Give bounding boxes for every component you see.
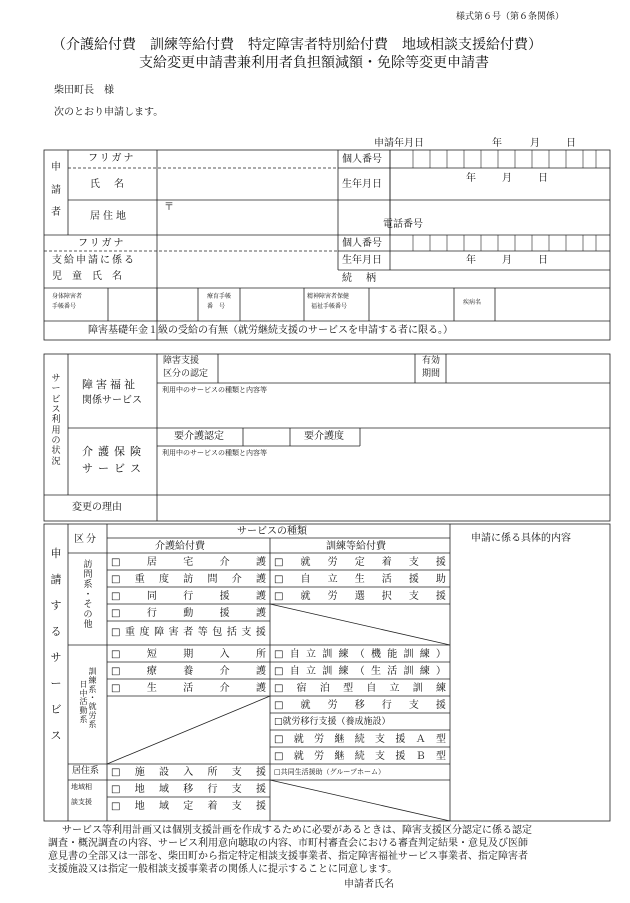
child-birth-month: 月: [502, 255, 512, 266]
kunren-item[interactable]: □ 就 労 選 択 支 援: [274, 591, 446, 602]
care-level-label: 要介護度: [304, 431, 344, 442]
kunren-item[interactable]: □ 就 労 継 続 支 援 Ｂ 型: [274, 751, 446, 762]
consent-line-2: 調査・概況調査の内容、サービス利用意向聴取の内容、市町村審査会における審査判定結果・意見及び医師: [48, 838, 528, 849]
applicant-name-label: 氏 名: [90, 179, 126, 190]
child-birth-label: 生年月日: [342, 255, 382, 266]
intro-text: 次のとおり申請します。: [54, 107, 164, 118]
kaigo-item[interactable]: □ 地 域 移 行 支 援: [111, 784, 266, 795]
consent-line-1: サービス等利用計画又は個別支援計画を作成するために必要があるときは、障害支援区分認定に係る認定: [62, 825, 532, 836]
kunren-item[interactable]: □ 自 立 訓 練 （ 生 活 訓 練 ）: [274, 666, 446, 677]
kaigo-item[interactable]: □ 地 域 定 着 支 援: [111, 801, 266, 812]
form-number: 様式第６号（第６条関係）: [456, 12, 565, 22]
care-content-label: 利用中のサービスの種類と内容等: [162, 449, 267, 457]
kaigo-item[interactable]: □ 生 活 介 護: [111, 683, 266, 694]
mental-handbook-label-2: 福祉手帳番号: [311, 303, 348, 310]
kaigo-item[interactable]: □ 居 宅 介 護: [111, 557, 266, 568]
physical-handbook-label-2: 手帳番号: [52, 303, 77, 310]
applicant-birth-label: 生年月日: [342, 179, 382, 190]
applicant-birth-day: 日: [538, 173, 548, 184]
care-insurance-label-1: 介護保険: [82, 445, 146, 458]
kunren-item[interactable]: □就労移行支援（養成施設）: [274, 717, 391, 727]
applicant-birth-year: 年: [466, 173, 476, 184]
kubun-label: 区分: [74, 534, 98, 545]
child-furigana-label: フリガナ: [78, 238, 126, 249]
rehab-handbook-label-2: 番 号: [207, 303, 226, 310]
kunren-item[interactable]: □ 宿 泊 型 自 立 訓 練: [274, 683, 446, 694]
child-label-1: 支給申請に係る: [52, 255, 136, 266]
form-title-line1: （介護給付費 訓練等給付費 特定障害者特別給付費 地域相談支援給付費）: [52, 37, 542, 53]
applicant-address-label: 居住地: [90, 211, 129, 222]
services-section-label: 申 請 す る サ ー ビ ス: [50, 547, 62, 742]
relation-label: 続 柄: [342, 273, 378, 284]
kaigo-item[interactable]: □ 短 期 入 所: [111, 649, 266, 660]
consent-line-3: 意見書の全部又は一部を、柴田町から指定特定相談支援事業者、指定障害福祉サービス事業者、指定障害者: [48, 851, 528, 862]
category-residential-label: 居住系: [72, 766, 100, 776]
valid-period-label-1: 有効: [422, 356, 441, 366]
physical-handbook-label-1: 身体障害者: [52, 293, 83, 300]
kaigo-item[interactable]: □ 療 養 介 護: [111, 666, 266, 677]
child-birth-day: 日: [538, 255, 548, 266]
kaigo-item[interactable]: □ 同 行 援 護: [111, 591, 266, 602]
applicant-personal-no-label: 個人番号: [342, 154, 382, 165]
rehab-handbook-label-1: 療育手帳: [207, 293, 232, 300]
date-day: 日: [566, 138, 576, 149]
kunren-item[interactable]: □ 就 労 継 続 支 援 Ａ 型: [274, 734, 446, 745]
welfare-service-label-2: 関係サービス: [82, 395, 142, 406]
valid-period-label-2: 期間: [422, 369, 441, 379]
applicant-birth-month: 月: [502, 173, 512, 184]
care-insurance-label-2: サービス: [82, 462, 146, 475]
category-visit-label: 訪 問 系 ・ そ の 他: [83, 560, 93, 631]
child-birth-year: 年: [466, 255, 476, 266]
support-class-label-2: 区分の認定: [163, 369, 209, 379]
disease-label: 疾病名: [463, 299, 482, 306]
kunren-header: 訓練等給付費: [326, 541, 386, 552]
date-month: 月: [530, 138, 540, 149]
kunren-item[interactable]: □ 自 立 訓 練 （ 機 能 訓 練 ）: [274, 649, 446, 660]
category-community-label-2: 談支援: [71, 798, 92, 806]
kunren-item[interactable]: □ 就 労 移 行 支 援: [274, 700, 446, 711]
welfare-content-label: 利用中のサービスの種類と内容等: [162, 386, 267, 394]
care-cert-label: 要介護認定: [174, 431, 224, 442]
applicant-section-label: 申 請 者: [51, 162, 61, 218]
support-class-label-1: 障害支援: [163, 356, 200, 366]
signature-label: 申請者氏名: [344, 879, 394, 890]
kunren-item[interactable]: □共同生活援助（グループホーム）: [274, 768, 386, 776]
application-date-label: 申請年月日: [374, 138, 424, 149]
kaigo-item[interactable]: □ 重 度 障 害 者 等 包 括 支 援: [111, 627, 266, 638]
change-reason-label: 変更の理由: [72, 502, 122, 513]
mental-handbook-label-1: 精神障害者保健: [307, 293, 350, 300]
kaigo-item[interactable]: □ 行 動 援 護: [111, 608, 266, 619]
service-kind-label: サービスの種類: [237, 526, 307, 537]
child-personal-no-label: 個人番号: [342, 238, 382, 249]
phone-label: 電話番号: [383, 219, 423, 230]
category-community-label-1: 地域相: [71, 783, 92, 791]
postal-mark: 〒: [164, 202, 174, 213]
applicant-furigana-label: フリガナ: [88, 153, 136, 164]
usage-section-label: サ ー ビ ス 利 用 の 状 況: [51, 374, 61, 467]
detail-header: 申請に係る具体的内容: [471, 533, 571, 544]
child-label-2: 児 童 氏 名: [52, 271, 122, 282]
kaigo-item[interactable]: □ 施 設 入 所 支 援: [111, 767, 266, 778]
consent-line-4: 支援施設又は指定一般相談支援事業者の関係人に提示することに同意します。: [48, 864, 398, 875]
addressee: 柴田町長 様: [54, 85, 114, 96]
welfare-service-label-1: 障害福祉: [82, 378, 138, 391]
category-daytime-label: 訓 練 系 ・ 就 労 系 日 中 活 動 系: [79, 667, 97, 729]
date-year: 年: [492, 138, 502, 149]
kunren-item[interactable]: □ 自 立 生 活 援 助: [274, 574, 446, 585]
kunren-item[interactable]: □ 就 労 定 着 支 援: [274, 557, 446, 568]
pension-statement: 障害基礎年金１級の受給の有無（就労継続支援のサービスを申請する者に限る。）: [88, 325, 453, 336]
kaigo-header: 介護給付費: [155, 541, 205, 552]
form-title-line2: 支給変更申請書兼利用者負担額減額・免除等変更申請書: [139, 55, 489, 71]
kaigo-item[interactable]: □ 重 度 訪 問 介 護: [111, 574, 266, 585]
